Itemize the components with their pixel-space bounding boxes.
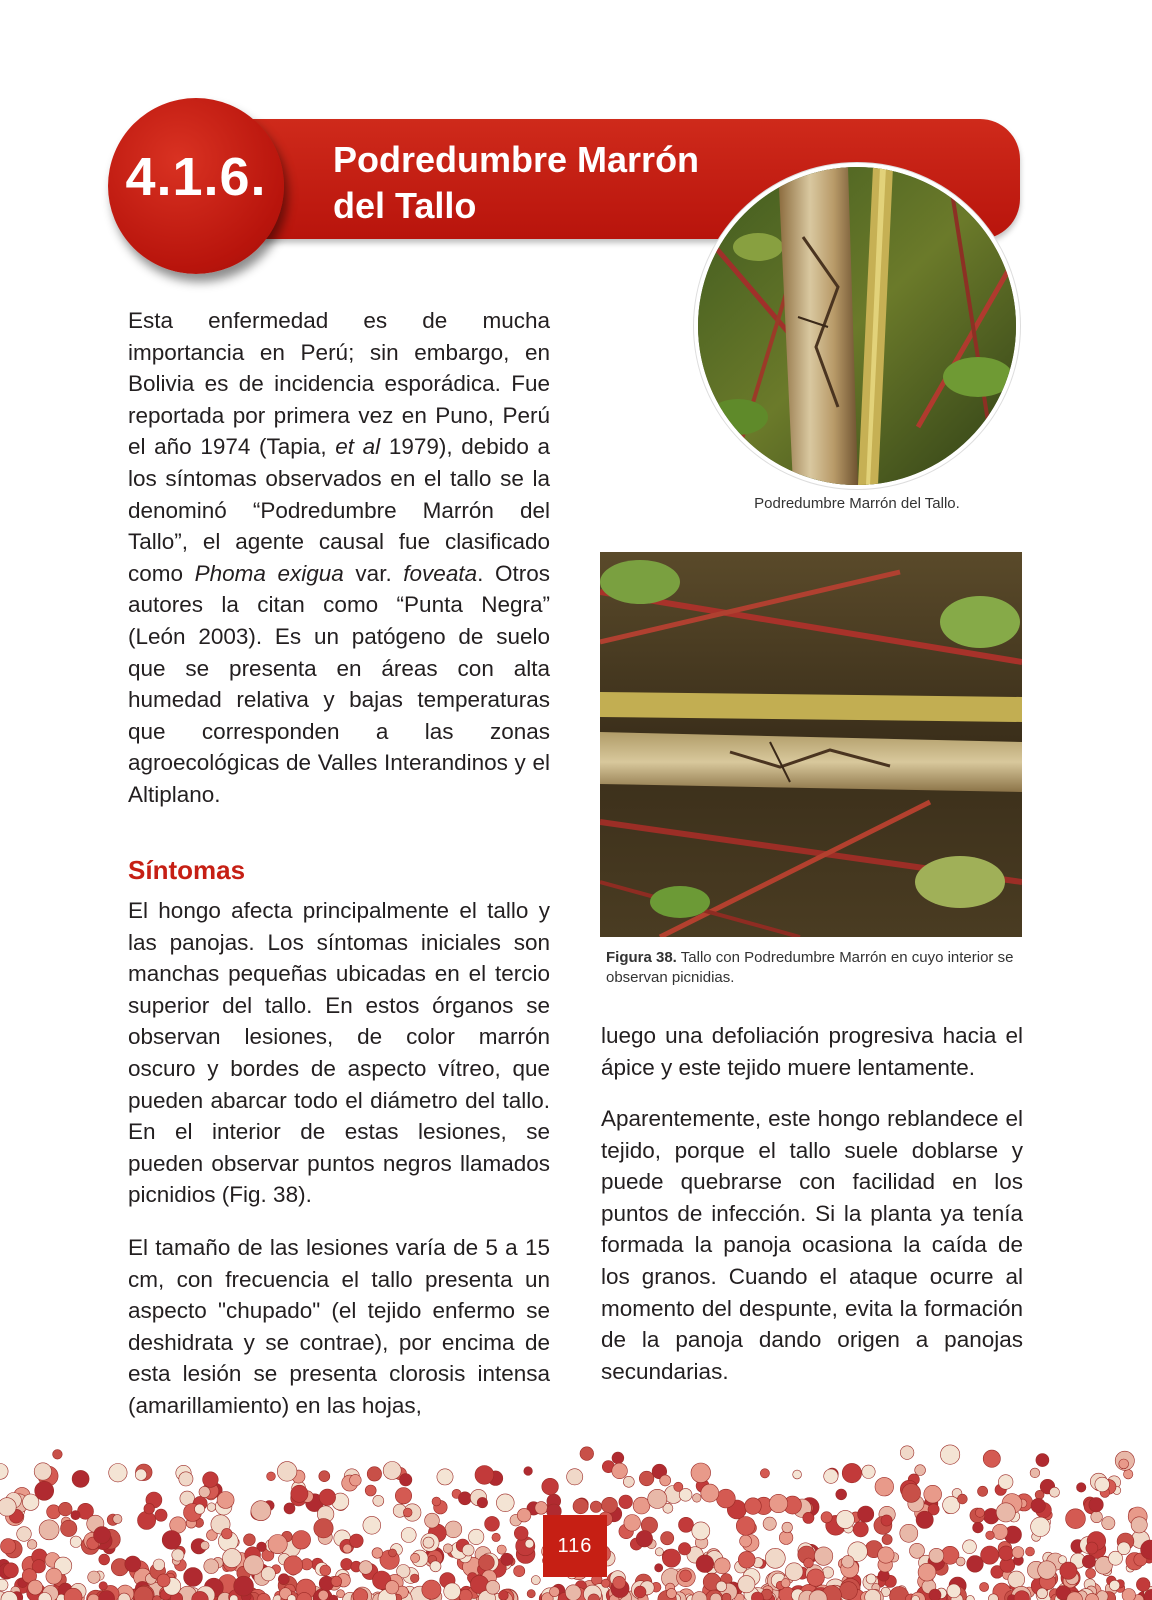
quinoa-grain [1136, 1578, 1150, 1592]
quinoa-grain [674, 1482, 683, 1491]
quinoa-grain [1109, 1580, 1119, 1590]
quinoa-grain [878, 1547, 894, 1563]
quinoa-grain [1031, 1498, 1045, 1512]
quinoa-grain [929, 1589, 941, 1600]
quinoa-grain [814, 1547, 832, 1565]
quinoa-grain [135, 1469, 146, 1480]
quinoa-grain [1077, 1483, 1086, 1492]
quinoa-grain [1066, 1509, 1086, 1529]
quinoa-grain [998, 1475, 1013, 1490]
quinoa-grain [34, 1463, 51, 1480]
right-paragraph-2 [601, 1103, 1023, 1387]
intro-text-4: . Otros autores la citan como “Punta Negra” (León 2003). Es un patógeno de suelo que se presenta en áreas con alta humedad relativa y bajas temperaturas que corresponden a las zonas agroecológicas de Valles Interandinos y el Altiplano. [128, 560, 550, 807]
quinoa-grain [602, 1497, 618, 1513]
quinoa-grain [195, 1504, 205, 1514]
quinoa-grain [359, 1561, 373, 1575]
quinoa-grain [179, 1472, 193, 1486]
quinoa-grain [821, 1512, 832, 1523]
quinoa-grain [94, 1527, 111, 1544]
quinoa-grain [722, 1593, 731, 1600]
quinoa-grain [1050, 1487, 1060, 1497]
quinoa-grain [1086, 1568, 1096, 1578]
quinoa-grain [1118, 1542, 1131, 1555]
quinoa-grain [284, 1556, 303, 1575]
quinoa-grain [1089, 1498, 1103, 1512]
quinoa-grain [660, 1475, 671, 1486]
quinoa-grain [234, 1576, 254, 1596]
quinoa-grain [459, 1589, 472, 1600]
quinoa-grain [320, 1565, 331, 1576]
quinoa-grain [445, 1521, 462, 1538]
right-paragraph-2-text: Aparentemente, este hongo reblandece el tejido, porque el tallo suele doblarse y puede quebrarse con facilidad en los puntos de infección. Si la planta ya tenía formada la panoja ocasiona la caída de los granos. Cuando el ataque ocurre al momento del despunte, evita la formación de la panoja dando origen a panojas secundarias. [601, 1106, 1023, 1384]
quinoa-grain [717, 1489, 736, 1508]
quinoa-grain [624, 1515, 641, 1532]
quinoa-grain [836, 1489, 847, 1500]
quinoa-grain [113, 1514, 122, 1523]
quinoa-grain [623, 1476, 634, 1487]
quinoa-grain [1091, 1511, 1103, 1523]
section-title-line1: Podredumbre Marrón [333, 139, 700, 180]
quinoa-grain [109, 1464, 127, 1482]
quinoa-grain [0, 1579, 8, 1591]
quinoa-grain [72, 1470, 89, 1487]
quinoa-grain [839, 1582, 857, 1600]
quinoa-grain [666, 1588, 676, 1598]
quinoa-grain [251, 1501, 271, 1521]
quinoa-grain [1026, 1547, 1035, 1556]
quinoa-grain [1, 1539, 16, 1554]
quinoa-grain [542, 1478, 559, 1495]
quinoa-grain [782, 1522, 793, 1533]
quinoa-grain [550, 1587, 560, 1597]
quinoa-grain [714, 1558, 730, 1574]
quinoa-grain [35, 1481, 54, 1500]
sintomas-paragraph-2-text: El tamaño de las lesiones varía de 5 a 15 cm, con frecuencia el tallo presenta un aspecto "chupado" (el tejido enfermo se deshidrata y se contrae), por encima de esta lesión se presenta clorosis intensa (amarillamiento) en las hojas, [128, 1235, 550, 1418]
quinoa-grain [291, 1485, 308, 1502]
quinoa-grain [696, 1555, 714, 1573]
quinoa-grain [986, 1531, 995, 1540]
quinoa-grain [836, 1510, 854, 1528]
quinoa-grain [983, 1450, 1000, 1467]
quinoa-grain [639, 1471, 654, 1486]
quinoa-grain [804, 1558, 814, 1568]
quinoa-grain [580, 1447, 594, 1461]
quinoa-grain [372, 1548, 383, 1559]
sintomas-paragraph-1-text: El hongo afecta principalmente el tallo y las panojas. Los síntomas iniciales son manchas pequeñas ubicadas en el tercio superior del tallo. En estos órganos se observan lesiones, de color marrón oscuro y bordes de aspecto vítreo, que pueden abarcar todo el diámetro del tallo. En el interior de estas lesiones, se pueden observar puntos negros llamados picnidios (Fig. 38). [128, 898, 550, 1208]
quinoa-grain [363, 1516, 381, 1534]
quinoa-grain [350, 1474, 362, 1486]
quinoa-grain [319, 1471, 330, 1482]
figure-38-photo [600, 552, 1022, 937]
quinoa-grain [531, 1576, 540, 1585]
quinoa-grain [999, 1546, 1014, 1561]
quinoa-grain [958, 1494, 968, 1504]
quinoa-grain [499, 1591, 509, 1600]
quinoa-grain [602, 1579, 610, 1587]
quinoa-grain [862, 1465, 875, 1478]
quinoa-grain [1102, 1517, 1115, 1530]
quinoa-grain [443, 1544, 452, 1553]
quinoa-grain [803, 1512, 814, 1523]
quinoa-grain [337, 1590, 345, 1598]
quinoa-grain [842, 1556, 854, 1568]
quinoa-grain [590, 1501, 601, 1512]
quinoa-grain [422, 1580, 441, 1599]
quinoa-grain [267, 1472, 276, 1481]
quinoa-grain [1035, 1490, 1044, 1499]
quinoa-grain [373, 1495, 384, 1506]
quinoa-grain [853, 1522, 868, 1537]
quinoa-grain [963, 1540, 977, 1554]
quinoa-grain [268, 1535, 287, 1554]
quinoa-grain [940, 1445, 959, 1464]
quinoa-grain [138, 1511, 156, 1529]
quinoa-grain [485, 1516, 500, 1531]
section-number: 4.1.6. [125, 147, 267, 207]
quinoa-grain [222, 1528, 233, 1539]
quinoa-grain [900, 1524, 918, 1542]
quinoa-grain [619, 1495, 633, 1509]
sintomas-paragraph-2 [128, 1232, 550, 1422]
quinoa-grain [314, 1519, 333, 1538]
quinoa-grain [1060, 1562, 1077, 1579]
quinoa-grain [765, 1548, 785, 1568]
quinoa-grain [760, 1469, 769, 1478]
quinoa-grain [497, 1545, 506, 1554]
quinoa-grain [288, 1595, 296, 1600]
quinoa-grain [662, 1549, 680, 1567]
quinoa-grain [157, 1574, 170, 1587]
quinoa-grain [1131, 1517, 1147, 1533]
quinoa-grain [39, 1520, 59, 1540]
quinoa-grain [980, 1582, 989, 1591]
quinoa-grain [525, 1539, 534, 1548]
quinoa-grain [881, 1515, 892, 1526]
quinoa-grain [1038, 1561, 1056, 1579]
quinoa-grain [389, 1549, 397, 1557]
quinoa-grain [0, 1498, 16, 1516]
quinoa-grain [278, 1574, 289, 1585]
quinoa-grain [469, 1529, 484, 1544]
quinoa-grain [567, 1469, 583, 1485]
quinoa-grain [535, 1502, 548, 1515]
quinoa-grain [207, 1503, 216, 1512]
sintomas-heading: Síntomas [128, 855, 246, 885]
quinoa-grain [444, 1583, 461, 1600]
quinoa-grain [204, 1559, 219, 1574]
quinoa-grain [661, 1532, 674, 1545]
quinoa-grain [1037, 1588, 1048, 1599]
quinoa-grain [973, 1522, 984, 1533]
quinoa-grain [53, 1450, 63, 1460]
figure-38-label: Figura 38. [606, 949, 677, 966]
quinoa-grain [514, 1526, 528, 1540]
quinoa-grain [462, 1544, 474, 1556]
quinoa-grain [842, 1463, 861, 1482]
quinoa-grain [612, 1463, 628, 1479]
quinoa-grain [745, 1498, 762, 1515]
quinoa-grain [155, 1509, 167, 1521]
quinoa-grain [395, 1488, 411, 1504]
quinoa-grain [1030, 1468, 1040, 1478]
quinoa-grain [612, 1452, 624, 1464]
quinoa-grain [918, 1563, 936, 1581]
quinoa-grain [679, 1517, 694, 1532]
quinoa-grain [978, 1486, 988, 1496]
quinoa-grain [793, 1470, 802, 1479]
quinoa-grain [47, 1505, 61, 1519]
quinoa-grain [1086, 1542, 1098, 1554]
quinoa-grain [59, 1502, 73, 1516]
right-paragraph-1-text: luego una defoliación progresiva hacia el ápice y este tejido muere lentamente. [601, 1023, 1023, 1080]
quinoa-grain [277, 1462, 297, 1482]
quinoa-grain [199, 1486, 210, 1497]
quinoa-grain [284, 1503, 295, 1514]
quinoa-grain [223, 1549, 242, 1568]
quinoa-grain [655, 1548, 663, 1556]
quinoa-grain [996, 1503, 1015, 1522]
quinoa-grain [17, 1527, 32, 1542]
quinoa-grain [738, 1576, 755, 1593]
quinoa-grain [496, 1494, 514, 1512]
quinoa-grain [655, 1564, 663, 1572]
quinoa-grain [738, 1551, 755, 1568]
section-title [333, 137, 733, 229]
quinoa-grain [866, 1574, 876, 1584]
intro-italic-phoma: Phoma exigua [194, 560, 344, 586]
quinoa-grain [99, 1554, 110, 1565]
quinoa-grain [781, 1579, 790, 1588]
quinoa-grain [341, 1558, 353, 1570]
photo-caption-top: Podredumbre Marrón del Tallo. [754, 495, 960, 512]
quinoa-grain [432, 1497, 441, 1506]
quinoa-grain [634, 1586, 646, 1598]
quinoa-grain [981, 1546, 999, 1564]
quinoa-grain [437, 1469, 453, 1485]
quinoa-grain [785, 1563, 803, 1581]
quinoa-grain [902, 1484, 921, 1503]
quinoa-grain [331, 1576, 342, 1587]
quinoa-grain [71, 1511, 80, 1520]
quinoa-grain [514, 1566, 525, 1577]
stem-rot-photo-illustration [698, 167, 1016, 485]
intro-text-1: Esta enfermedad es de mucha importancia en Perú; sin embargo, en Bolivia es de incidencia esporádica. Fue reportada por primera vez en Puno, Perú el año 1974 (Tapia, [128, 308, 550, 460]
quinoa-grain [716, 1581, 727, 1592]
quinoa-grain [692, 1522, 710, 1540]
quinoa-grain [678, 1543, 690, 1555]
quinoa-grain [203, 1472, 219, 1488]
stem-rot-photo-circular [694, 163, 1020, 489]
figure-38-caption [606, 948, 1022, 988]
quinoa-grain [400, 1474, 412, 1486]
quinoa-grain [807, 1569, 824, 1586]
quinoa-grain [319, 1489, 335, 1505]
quinoa-grain [403, 1508, 412, 1517]
quinoa-grain [524, 1467, 533, 1476]
quinoa-grain [458, 1492, 471, 1505]
quinoa-grain [125, 1556, 141, 1572]
quinoa-grain [28, 1580, 43, 1595]
quinoa-grain [1012, 1547, 1024, 1559]
quinoa-grain [915, 1465, 926, 1476]
quinoa-grain [875, 1477, 894, 1496]
quinoa-grain [769, 1494, 787, 1512]
quinoa-grain [1124, 1470, 1133, 1479]
quinoa-grain [367, 1467, 381, 1481]
quinoa-grain [27, 1540, 37, 1550]
quinoa-grain [824, 1469, 838, 1483]
quinoa-grain [1008, 1571, 1025, 1588]
quinoa-grain [425, 1513, 440, 1528]
quinoa-grain [573, 1499, 588, 1514]
quinoa-grain [70, 1536, 81, 1547]
quinoa-grain [244, 1534, 256, 1546]
quinoa-grain [882, 1534, 892, 1544]
quinoa-grain [858, 1506, 874, 1522]
page-number: 116 [543, 1515, 607, 1577]
quinoa-grain [517, 1508, 531, 1522]
intro-paragraph [128, 305, 550, 811]
quinoa-grain [900, 1446, 914, 1460]
quinoa-grain [350, 1534, 364, 1548]
quinoa-grain [1095, 1477, 1110, 1492]
quinoa-grain [492, 1533, 500, 1541]
quinoa-grain [423, 1537, 434, 1548]
sintomas-paragraph-1 [128, 895, 550, 1211]
quinoa-grain [479, 1555, 495, 1571]
quinoa-grain [680, 1570, 692, 1582]
quinoa-grain [613, 1576, 626, 1589]
quinoa-grain [343, 1544, 352, 1553]
quinoa-grain [353, 1589, 368, 1600]
quinoa-grain [1036, 1454, 1049, 1467]
quinoa-grain [486, 1580, 500, 1594]
quinoa-grain [401, 1528, 416, 1543]
quinoa-grain [184, 1568, 203, 1587]
figure-38-caption-text: Tallo con Podredumbre Marrón en cuyo interior se observan picnidias. [606, 949, 1014, 986]
quinoa-grain [648, 1489, 667, 1508]
quinoa-grain [365, 1485, 376, 1496]
quinoa-grain [916, 1511, 933, 1528]
quinoa-grain [144, 1503, 155, 1514]
quinoa-grain [501, 1553, 513, 1565]
quinoa-grain [966, 1595, 974, 1600]
quinoa-grain [0, 1464, 8, 1480]
quinoa-grain [3, 1563, 18, 1578]
quinoa-grain [633, 1497, 650, 1514]
quinoa-grain [475, 1466, 494, 1485]
quinoa-grain [1031, 1517, 1050, 1536]
quinoa-grain [1082, 1555, 1095, 1568]
quinoa-grain [924, 1485, 942, 1503]
quinoa-grain [565, 1585, 581, 1600]
quinoa-grain [1119, 1459, 1129, 1469]
quinoa-grain [527, 1590, 535, 1598]
figure-38-illustration [600, 552, 1022, 937]
quinoa-grain [217, 1492, 234, 1509]
quinoa-grain [992, 1524, 1007, 1539]
quinoa-grain [636, 1531, 652, 1547]
quinoa-grain [410, 1574, 419, 1583]
intro-text-3: var. [343, 560, 404, 586]
quinoa-grain [691, 1463, 711, 1483]
quinoa-grain [292, 1531, 311, 1550]
quinoa-grain [763, 1517, 776, 1530]
quinoa-grain [153, 1559, 165, 1571]
intro-text-2: 1979), debido a los síntomas observados en el tallo se la denominó “Podredumbre Marrón del Tallo”, el agente causal fue clasificado como [128, 434, 550, 586]
quinoa-grain [693, 1494, 702, 1503]
quinoa-grain [385, 1581, 398, 1594]
quinoa-grain [88, 1571, 100, 1583]
quinoa-grain [172, 1549, 184, 1561]
quinoa-grain [701, 1484, 719, 1502]
intro-italic-et-al: et al [335, 434, 381, 460]
quinoa-grain [947, 1584, 961, 1598]
quinoa-grain [956, 1557, 965, 1566]
quinoa-grain [740, 1535, 752, 1547]
intro-italic-foveata: foveata [403, 560, 478, 586]
quinoa-grain [244, 1555, 264, 1575]
quinoa-grain [929, 1548, 944, 1563]
quinoa-grain [383, 1462, 401, 1480]
section-title-line2: del Tallo [333, 185, 477, 226]
quinoa-grain [1122, 1589, 1135, 1600]
quinoa-grain [736, 1517, 755, 1536]
quinoa-grain [477, 1497, 487, 1507]
quinoa-grain [411, 1553, 420, 1562]
quinoa-grain [46, 1568, 62, 1584]
quinoa-grain [201, 1541, 210, 1550]
quinoa-grain [60, 1520, 76, 1536]
quinoa-grain [261, 1567, 275, 1581]
quinoa-grain [162, 1531, 181, 1550]
quinoa-grain [99, 1582, 107, 1590]
quinoa-grain [318, 1590, 328, 1600]
quinoa-grain [430, 1561, 441, 1572]
right-paragraph-1 [601, 1020, 1023, 1083]
quinoa-grain [975, 1508, 984, 1517]
